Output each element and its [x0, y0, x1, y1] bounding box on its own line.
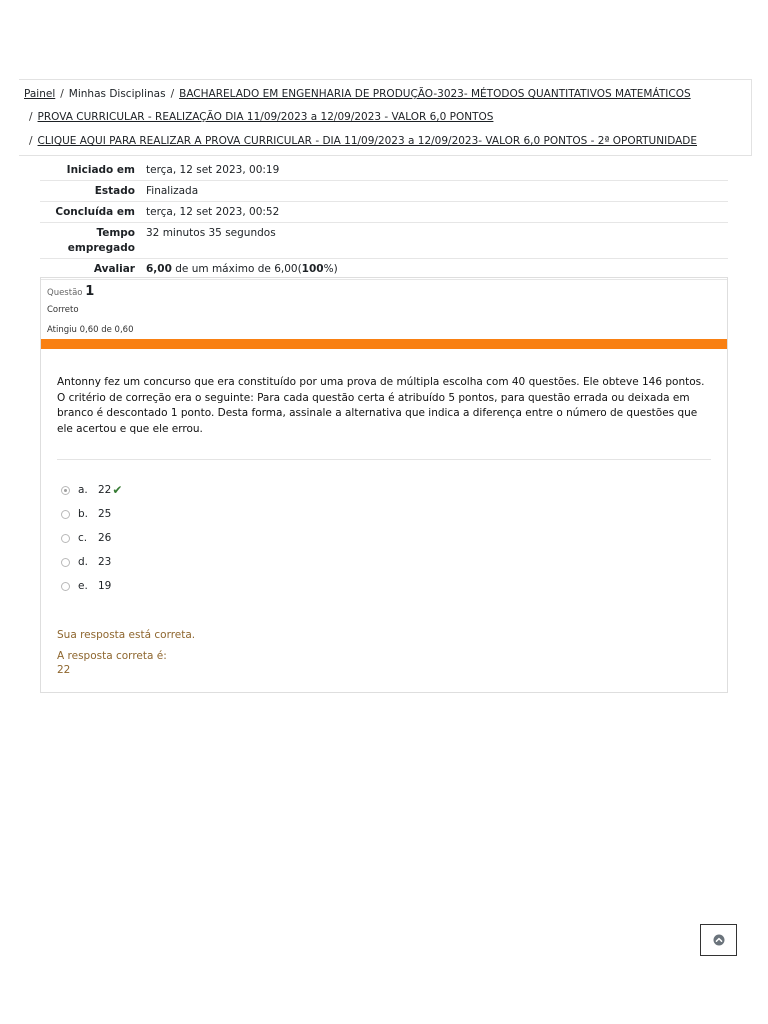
answer-option-e[interactable]	[61, 574, 122, 598]
summary-time-value: 32 minutos 35 segundos	[146, 227, 276, 239]
breadcrumb-separator: /	[60, 88, 64, 100]
answer-option-c[interactable]	[61, 526, 122, 550]
arrow-up-circle-icon	[713, 934, 725, 946]
feedback-correct: Sua resposta está correta.	[57, 629, 196, 641]
summary-row-time	[40, 222, 728, 258]
breadcrumb-minhas-disciplinas: Minhas Disciplinas	[68, 88, 166, 100]
summary-time-label-line2: empregado	[67, 242, 135, 254]
question-grade: Atingiu 0,60 de 0,60	[47, 325, 134, 335]
right-answer-value: 22	[57, 664, 71, 676]
radio-button[interactable]	[61, 534, 70, 543]
radio-button[interactable]	[61, 582, 70, 591]
answer-option-b[interactable]	[61, 502, 122, 526]
grade-end-text: %)	[323, 263, 338, 275]
breadcrumb-painel-link[interactable]: Painel	[24, 88, 56, 100]
summary-completed-label: Concluída em	[55, 206, 135, 218]
answer-letter: e.	[78, 580, 88, 592]
question-info	[41, 278, 727, 335]
breadcrumb-separator: /	[29, 111, 33, 123]
question-label: Questão	[47, 288, 83, 298]
correct-check-icon: ✔	[112, 483, 123, 497]
summary-time-label	[40, 223, 146, 258]
summary-completed-value: terça, 12 set 2023, 00:52	[146, 206, 280, 218]
question-state: Correto	[47, 305, 79, 315]
breadcrumb-separator: /	[29, 135, 33, 147]
breadcrumb	[19, 79, 752, 156]
breadcrumb-separator: /	[170, 88, 175, 100]
answer-list	[61, 478, 122, 598]
answer-text: 22	[98, 484, 112, 496]
grade-percent: 100	[301, 263, 324, 275]
summary-grade-label: Avaliar	[93, 263, 135, 275]
question-card	[40, 277, 728, 693]
grade-score: 6,00	[146, 263, 172, 275]
question-number: 1	[85, 284, 95, 299]
answer-letter: d.	[78, 556, 89, 568]
breadcrumb-section-link[interactable]: PROVA CURRICULAR - REALIZAÇÃO DIA 11/09/2023 a 12/09/2023 - VALOR 6,0 PONTOS	[37, 111, 494, 123]
summary-state-label: Estado	[94, 185, 135, 197]
summary-started-label: Iniciado em	[66, 164, 135, 176]
quiz-summary-table	[40, 160, 728, 280]
breadcrumb-line-3	[29, 135, 697, 147]
radio-button[interactable]	[61, 510, 70, 519]
breadcrumb-quiz-link[interactable]: CLIQUE AQUI PARA REALIZAR A PROVA CURRICULAR - DIA 11/09/2023 a 12/09/2023- VALOR 6,0 PONTOS - 2ª OPORTUNIDADE	[37, 135, 697, 147]
answer-text: 25	[98, 508, 112, 520]
answer-option-d[interactable]	[61, 550, 122, 574]
answer-text: 19	[98, 580, 112, 592]
back-to-top-button[interactable]	[700, 924, 737, 956]
summary-time-label-line1: Tempo	[96, 227, 135, 239]
breadcrumb-course-link[interactable]: BACHARELADO EM ENGENHARIA DE PRODUÇÃO-3023- MÉTODOS QUANTITATIVOS MATEMÁTICOS	[179, 88, 691, 100]
answer-option-a[interactable]	[61, 478, 122, 502]
radio-button[interactable]	[61, 486, 70, 495]
summary-grade-value	[146, 259, 338, 279]
summary-row-started	[40, 160, 728, 180]
summary-started-value: terça, 12 set 2023, 00:19	[146, 164, 280, 176]
summary-row-state	[40, 180, 728, 201]
feedback	[57, 628, 195, 677]
divider	[57, 459, 711, 460]
radio-button[interactable]	[61, 558, 70, 567]
answer-text: 26	[98, 532, 112, 544]
answer-letter: b.	[78, 508, 89, 520]
answer-letter: c.	[78, 532, 88, 544]
answer-letter: a.	[78, 484, 88, 496]
right-answer-label: A resposta correta é:	[57, 650, 167, 662]
breadcrumb-line-2	[29, 111, 493, 123]
breadcrumb-line-1	[24, 88, 691, 100]
grade-middle-text: de um máximo de 6,00(	[171, 263, 302, 275]
summary-state-value: Finalizada	[146, 185, 199, 197]
answer-text: 23	[98, 556, 112, 568]
question-text: Antonny fez um concurso que era constituído por uma prova de múltipla escolha com 40 questões. Ele obteve 146 pontos. O critério de correção era o seguinte: Para cada questão certa é atribuído 5 pontos, para questão errada ou deixada em branco é descontado 1 ponto. Desta forma, assinale a alternativa que indica a diferença entre o número de questões que ele acertou e que ele errou.	[57, 376, 705, 435]
question-accent-bar	[41, 339, 727, 349]
summary-row-completed	[40, 201, 728, 222]
